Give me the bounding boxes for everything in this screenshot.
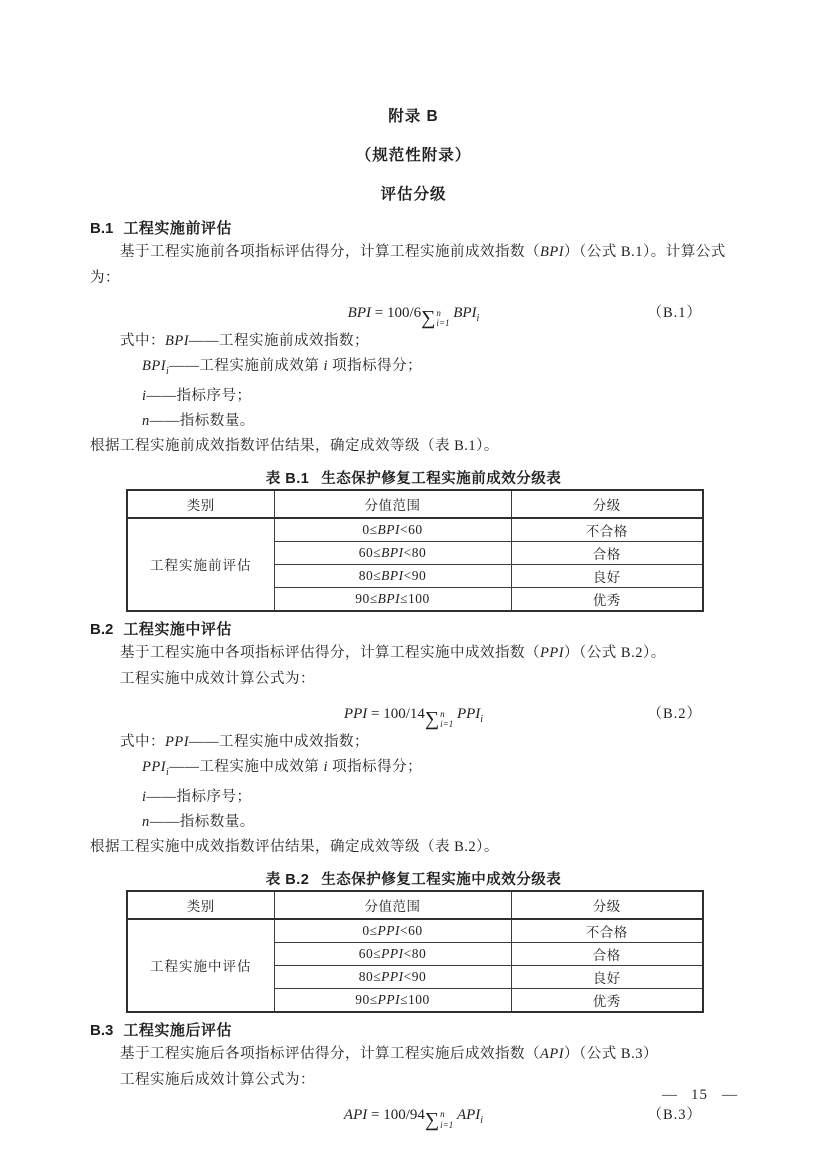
where-line: 式中：PPI——工程实施中成效指数； — [120, 733, 370, 750]
grade-cell: 良好 — [511, 965, 703, 988]
grade-cell: 不合格 — [511, 919, 703, 943]
table-row — [127, 518, 703, 542]
b1-intro-line1: 基于工程实施前各项指标评估得分，计算工程实施前成效指数（BPI）（公式 B.1）。计算公式 — [120, 244, 726, 260]
grade-cell: 优秀 — [511, 587, 703, 611]
grade-cell: 合格 — [511, 942, 703, 965]
appendix-title: 附录 B — [388, 108, 439, 125]
category-cell: 工程实施中评估 — [127, 919, 274, 1012]
b1-result-line: 根据工程实施前成效指数评估结果，确定成效等级（表 B.1）。 — [90, 437, 499, 454]
where-line: 式中：BPI——工程实施前成效指数； — [120, 333, 370, 349]
range-cell: 90≤BPI≤100 — [274, 587, 511, 611]
b3-equation-number: （B.3） — [647, 1106, 702, 1123]
range-cell: 0≤BPI<60 — [274, 518, 511, 542]
b1-formula-row — [90, 297, 737, 329]
b2-where-block — [90, 730, 737, 835]
header-cell-range: 分值范围 — [274, 891, 511, 919]
table-b2-label: 表 B.2 — [265, 871, 310, 888]
where-line: i——指标序号； — [142, 387, 252, 404]
table-b1 — [126, 489, 704, 612]
b2-equation-number: （B.2） — [647, 705, 702, 722]
range-cell: 0≤PPI<60 — [274, 919, 511, 943]
b3-intro-line2: 工程实施后成效计算公式为： — [120, 1071, 315, 1088]
header-cell-category: 类别 — [127, 891, 274, 919]
table-b1-caption — [90, 469, 737, 489]
range-cell: 90≤PPI≤100 — [274, 988, 511, 1012]
b2-intro-line2: 工程实施中成效计算公式为： — [120, 670, 315, 687]
b1-where-block — [90, 329, 737, 434]
table-row — [127, 919, 703, 943]
section-title: 工程实施后评估 — [123, 1021, 232, 1039]
b3-intro-line1: 基于工程实施后各项指标评估得分，计算工程实施后成效指数（API）（公式 B.3） — [120, 1045, 658, 1062]
where-line: i——指标序号； — [142, 788, 252, 805]
range-cell: 80≤BPI<90 — [274, 564, 511, 587]
grade-cell: 合格 — [511, 541, 703, 564]
header-cell-grade: 分级 — [511, 490, 703, 518]
range-cell: 80≤PPI<90 — [274, 965, 511, 988]
b2-result-line: 根据工程实施中成效指数评估结果，确定成效等级（表 B.2）。 — [90, 838, 499, 855]
where-line: $BPI_i——$工程实施前成效第 i 项指标得分； — [142, 358, 423, 377]
header-cell-grade: 分级 — [511, 891, 703, 919]
b3-formula: API = 100/94 ∑ n i=1 $API_i$ — [343, 1106, 484, 1131]
b2-intro-line1: 基于工程实施中各项指标评估得分，计算工程实施中成效指数（PPI）（公式 B.2）。 — [120, 644, 666, 661]
section-title: 工程实施中评估 — [123, 620, 232, 638]
section-b3-heading — [90, 1021, 737, 1041]
table-b2 — [126, 890, 704, 1013]
header-cell-category: 类别 — [127, 490, 274, 518]
section-b2-heading — [90, 620, 737, 640]
section-b1-heading — [90, 219, 737, 239]
page-number-value: 15 — [691, 1087, 708, 1103]
category-cell: 工程实施前评估 — [127, 518, 274, 611]
page-number-dash-right: — — [722, 1087, 737, 1103]
range-cell: 60≤PPI<80 — [274, 942, 511, 965]
section-number: B.3 — [90, 1021, 114, 1039]
where-line: n——指标数量。 — [142, 813, 255, 830]
table-b2-title: 生态保护修复工程实施中成效分级表 — [321, 871, 562, 888]
where-line: $PPI_i——$工程实施中成效第 i 项指标得分； — [142, 758, 423, 778]
table-b2-caption — [90, 870, 737, 890]
table-b2-header-row — [127, 891, 703, 919]
section-number: B.1 — [90, 220, 114, 237]
table-b1-header-row — [127, 490, 703, 518]
b2-formula-row — [90, 698, 737, 730]
table-b1-title: 生态保护修复工程实施前成效分级表 — [321, 470, 562, 487]
section-title: 工程实施前评估 — [123, 220, 232, 237]
header-cell-range: 分值范围 — [274, 490, 511, 518]
normative-note: （规范性附录） — [355, 147, 472, 164]
subject-title: 评估分级 — [380, 186, 447, 203]
b2-formula: PPI = 100/14 ∑ n i=1 $PPI_i$ — [343, 705, 484, 730]
section-number: B.2 — [90, 620, 114, 638]
b1-intro-line2: 为： — [90, 270, 120, 286]
b1-formula: BPI = 100/6 ∑ n i=1 $BPI_i$ — [347, 305, 480, 329]
grade-cell: 不合格 — [511, 518, 703, 542]
b1-equation-number: （B.1） — [647, 305, 702, 321]
page-number-dash-left: — — [662, 1087, 677, 1103]
grade-cell: 优秀 — [511, 988, 703, 1012]
range-cell: 60≤BPI<80 — [274, 541, 511, 564]
where-line: n——指标数量。 — [142, 412, 255, 429]
table-b1-label: 表 B.1 — [265, 470, 310, 487]
page-number — [662, 1087, 737, 1104]
b3-formula-row — [90, 1099, 737, 1131]
grade-cell: 良好 — [511, 564, 703, 587]
